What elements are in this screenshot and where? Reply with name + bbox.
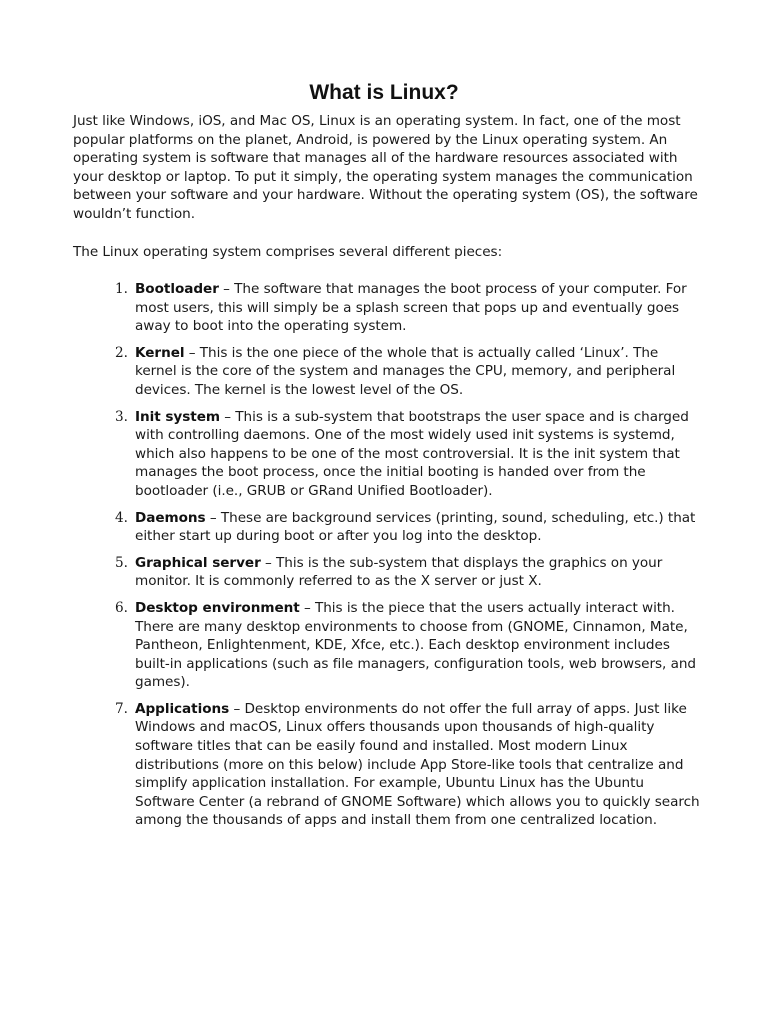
list-description: – This is the piece that the users actually interact with. There are many desktop environments to choose from (GNOME, Cinnamon, Mate, Pantheon, Enlightenment, KDE, Xfce, etc.). Each desktop environment includes built-in applications (such as file managers, configuration tools, web browsers, and games).	[135, 599, 697, 691]
list-item-bootloader	[115, 280, 701, 336]
list-number: 7.	[115, 700, 128, 717]
list-description: – These are background services (printing, sound, scheduling, etc.) that either start up during boot or after you log into the desktop.	[135, 509, 696, 545]
list-number: 5.	[115, 554, 128, 571]
list-item-graphical-server	[115, 554, 701, 591]
page-title: What is Linux?	[309, 81, 459, 104]
list-term: Graphical server	[135, 554, 261, 571]
list-description: – Desktop environments do not offer the full array of apps. Just like Windows and macOS, Linux offers thousands upon thousands of high-quality software titles that can be easily found and installed. Most modern Linux distributions (more on this below) include App Store-like tools that centralize and simplify application installation. For example, Ubuntu Linux has the Ubuntu Software Center (a rebrand of GNOME Software) which allows you to quickly search among the thousands of apps and install them from one centralized location.	[135, 700, 700, 829]
list-term: Desktop environment	[135, 599, 300, 616]
components-list	[115, 280, 701, 838]
list-term: Bootloader	[135, 281, 219, 297]
lead-paragraph: The Linux operating system comprises several different pieces:	[73, 244, 503, 260]
intro-paragraph: Just like Windows, iOS, and Mac OS, Linux is an operating system. In fact, one of the most popular platforms on the planet, Android, is powered by the Linux operating system. An operating system is software that manages all of the hardware resources associated with your desktop or laptop. To put it simply, the operating system manages the communication between your software and your hardware. Without the operating system (OS), the software wouldn’t function.	[73, 113, 698, 222]
list-item-init-system	[115, 408, 701, 501]
list-item-kernel	[115, 344, 701, 400]
list-term: Kernel	[135, 344, 185, 361]
list-number: 1.	[115, 281, 128, 297]
list-number: 3.	[115, 408, 128, 425]
list-description: – This is the sub-system that displays the graphics on your monitor. It is commonly referred to as the X server or just X.	[135, 554, 663, 590]
list-number: 2.	[115, 344, 128, 361]
list-item-desktop-environment	[115, 599, 701, 692]
list-description: – This is the one piece of the whole that is actually called ‘Linux’. The kernel is the core of the system and manages the CPU, memory, and peripheral devices. The kernel is the lowest level of the OS.	[135, 344, 676, 398]
list-number: 4.	[115, 509, 128, 526]
list-description: – This is a sub-system that bootstraps the user space and is charged with controlling daemons. One of the most widely used init systems is systemd, which also happens to be one of the most controversial. It is the init system that manages the boot process, once the initial booting is handed over from the bootloader (i.e., GRUB or GRand Unified Bootloader).	[135, 408, 689, 499]
list-term: Init system	[135, 408, 221, 425]
list-item-daemons	[115, 509, 701, 546]
list-item-applications	[115, 700, 701, 830]
list-term: Daemons	[135, 509, 206, 526]
list-description: – The software that manages the boot process of your computer. For most users, this will simply be a splash screen that pops up and eventually goes away to boot into the operating system.	[135, 281, 687, 335]
list-term: Applications	[135, 700, 230, 717]
list-number: 6.	[115, 599, 128, 616]
